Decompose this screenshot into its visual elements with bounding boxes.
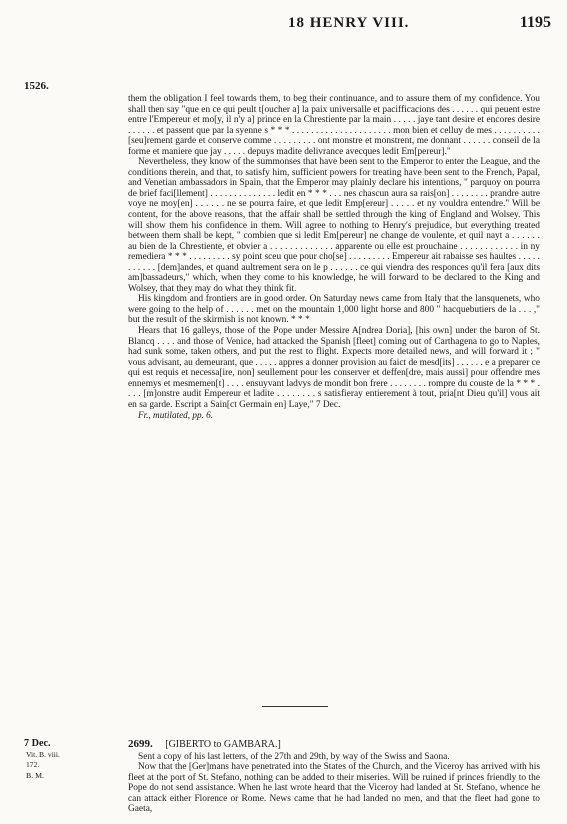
entry-paragraph: Sent a copy of his last letters, of the 27th and 29th, by way of the Swiss and Saona. [138,752,450,762]
section-divider [262,706,328,707]
entry-library: B. M. [26,770,44,780]
entry-title: [GIBERTO to GAMBARA.] [165,739,281,750]
entry-body [128,752,540,814]
entry-source-folio: 172. [26,760,40,770]
entry-source: Vit. B. viii. [26,749,60,759]
running-title: 18 HENRY VIII. [288,15,410,31]
margin-year: 1526. [24,80,49,92]
body-paragraph: them the obligation I feel towards them, to beg their continuance, and to assure them of my confidence. You shall then say "que en ce qui peult t[oucher a] la paix universalle et pacifficacions des . . . . . . qui peuent estre entre l'Empereur et mo[y, il n'y a] prince en la Chrestiente par la main . . . . . jaye tant desire et encores desire . . . . . . et passent que par la syenne s * * * . . . . . . . . . . . . . . . . . . . . . mon bien et celluy de mes . . . . . . . . . . [seu]rement garde et conserve comme . . . . . . . . . ont monstre et monstrent, me donnant . . . . . . conseil de la forme et maniere que jay . . . . . depuys madite delivrance avecques ledit Em[pereur]." [128,94,540,157]
entry-date: 7 Dec. [24,738,51,749]
body-paragraph: Nevertheless, they know of the summonses that have been sent to the Emperor to enter the League, and the conditions therein, and that, to satisfy him, sufficient powers for treating have been sent to the French, Papal, and Venetian ambassadors in Spain, that the Emperor may plainly declare his intentions, " parquoy on pourra de brief faci[llement] . . . . . . . . . . . . . . ledit en * * * . . . nes chascun aura sa rais[on] . . . . . . . . prandre autre voye ne moy[en] . . . . . . ne se pourra faire, et que ledit Emp[ereur] . . . . . et ny vouldra entendre." Will be content, for the above reasons, that the affair shall be settled through the king of England and Wolsey. This will show them his confidence in them. Will agree to nothing to Henry's prejudice, but everything treated between them shall be kept, " combien que si ledit Em[pereur] ne change de voulente, et quil nayt a . . . . . . au bien de la Chrestiente, et obvier a . . . . . . . . . . . . . apparente ou elle est prouchaine . . . . . . . . . . . . in ny remediera * * * . . . . . . . . . sy point sceu que pour cho[se] . . . . . . . . . Empereur ait rabaisse ses haultes . . . . . . . . . . . [dem]andes, et quand aultrement sera on le p . . . . . . ce qui viendra des responces qu'il fera [aux dits am]bassadeurs," which, when they come to his knowledge, he will forward to be declared to the King and Wolsey, that they may do what they think fit. [128,157,540,294]
page-header [0,14,567,36]
entry-heading [128,738,540,750]
body-paragraph: Hears that 16 galleys, those of the Pope under Messire A[ndrea Doria], [his own] under the baron of St. Blancq . . . . and those of Venice, had attacked the Spanish [fleet] coming out of Carthagena to go to Naples, had sunk some, taken others, and put the rest to flight. Expects more detailed news, and will forward it ; " vous advisant, au demeurant, que . . . . . appres a donner provision au faict de mesd[its] . . . . . . e a preparer ce qui est requis et necessa[ire, non] seullement pour les conserver et deffen[dre, mais aussi] pour offendre mes ennemys et mesmemen[t] . . . . ensuyvant ladvys de mondit bon frere . . . . . . . . rompre du couste de la * * * . . . . [m]onstre audit Empereur et ladite . . . . . . . . s satisfieray entierement à tout, pria[nt Dieu qu'il] vous ait en sa garde. Escript a Sain[ct Germain en] Laye," 7 Dec. [128,326,540,410]
body-paragraph: His kingdom and frontiers are in good order. On Saturday news came from Italy that the lansquenets, who were going to the help of . . . . . . met on the mountain 1,000 light horse and 800 " hacquebutiers de la . . . ," but the result of the skirmish is not known. * * * [128,294,540,326]
entry-margin [24,739,104,781]
entry-paragraph: Now that the [Ger]mans have penetrated into the States of the Church, and the Viceroy has arrived with his fleet at the port of St. Stefano, nothing can be added to their miseries. Will be ruined if princes friendly to the Pope do not send assistance. When he last wrote heard that the Viceroy had landed at St. Stefano, whence he can attack either Florence or Rome. News came that he had landed no men, and that the fleet had gone to Gaeta, [128,762,540,815]
page-number: 1195 [519,14,551,31]
letter-body [128,94,540,421]
reference-note: Fr., mutilated, pp. 6. [138,410,214,421]
entry-number: 2699. [128,738,153,750]
